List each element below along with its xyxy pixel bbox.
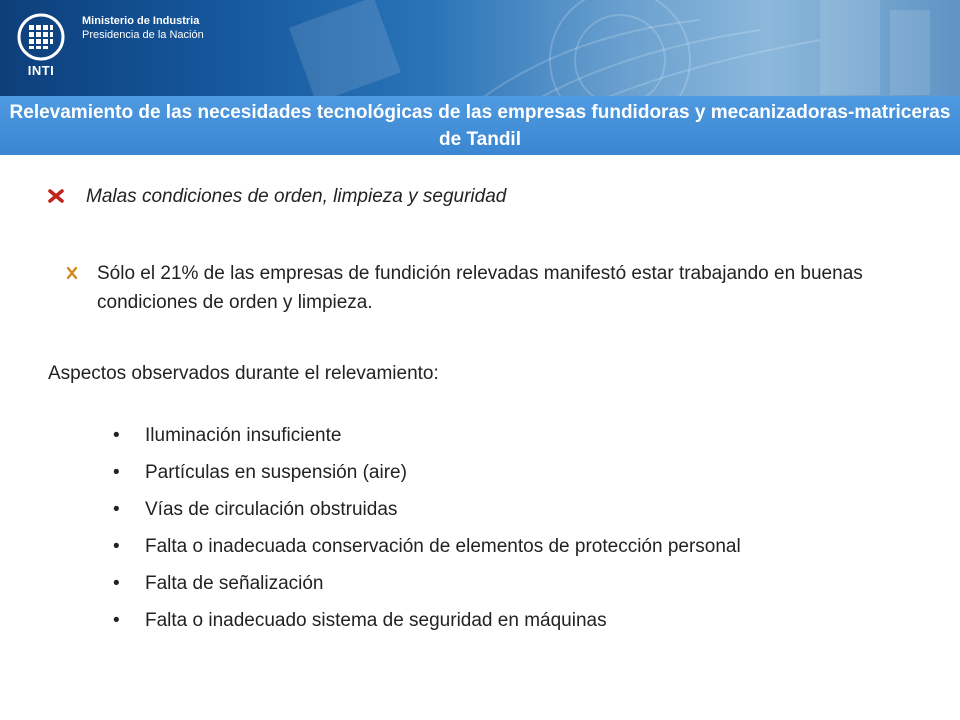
ministry-line-1: Ministerio de Industria [82,15,200,27]
list-item-text: Falta de señalización [145,573,324,594]
list-item-text: Falta o inadecuado sistema de seguridad en máquinas [145,610,607,631]
ministry-line-2: Presidencia de la Nación [82,29,204,41]
bullet-icon: • [113,536,120,557]
list-item-text: Vías de circulación obstruidas [145,499,398,520]
list-item-text: Partículas en suspensión (aire) [145,462,407,483]
header-banner [0,0,960,155]
bullet-icon: • [113,499,120,520]
bullet-icon: • [113,573,120,594]
inti-logo [16,12,66,78]
slide-content [0,155,960,720]
orange-x-icon [67,267,77,279]
red-x-icon [48,188,64,204]
sub-point-text: Sólo el 21% de las empresas de fundición relevadas manifestó estar trabajando en buenas condiciones de orden y limpieza. [97,263,863,313]
inti-logo-emblem [16,12,66,62]
bullet-icon: • [113,610,120,631]
list-item-text: Falta o inadecuada conservación de elementos de protección personal [145,536,741,557]
main-point-text: Malas condiciones de orden, limpieza y seguridad [86,186,507,207]
list-item-text: Iluminación insuficiente [145,425,342,446]
ministry-label [82,14,204,42]
bullet-icon: • [113,462,120,483]
aspects-heading: Aspectos observados durante el relevamiento: [48,363,439,384]
logo-text: INTI [27,63,55,78]
slide-title: Relevamiento de las necesidades tecnológicas de las empresas fundidoras y mecanizadoras-matriceras de Tandil [9,102,951,150]
bullet-icon: • [113,425,120,446]
